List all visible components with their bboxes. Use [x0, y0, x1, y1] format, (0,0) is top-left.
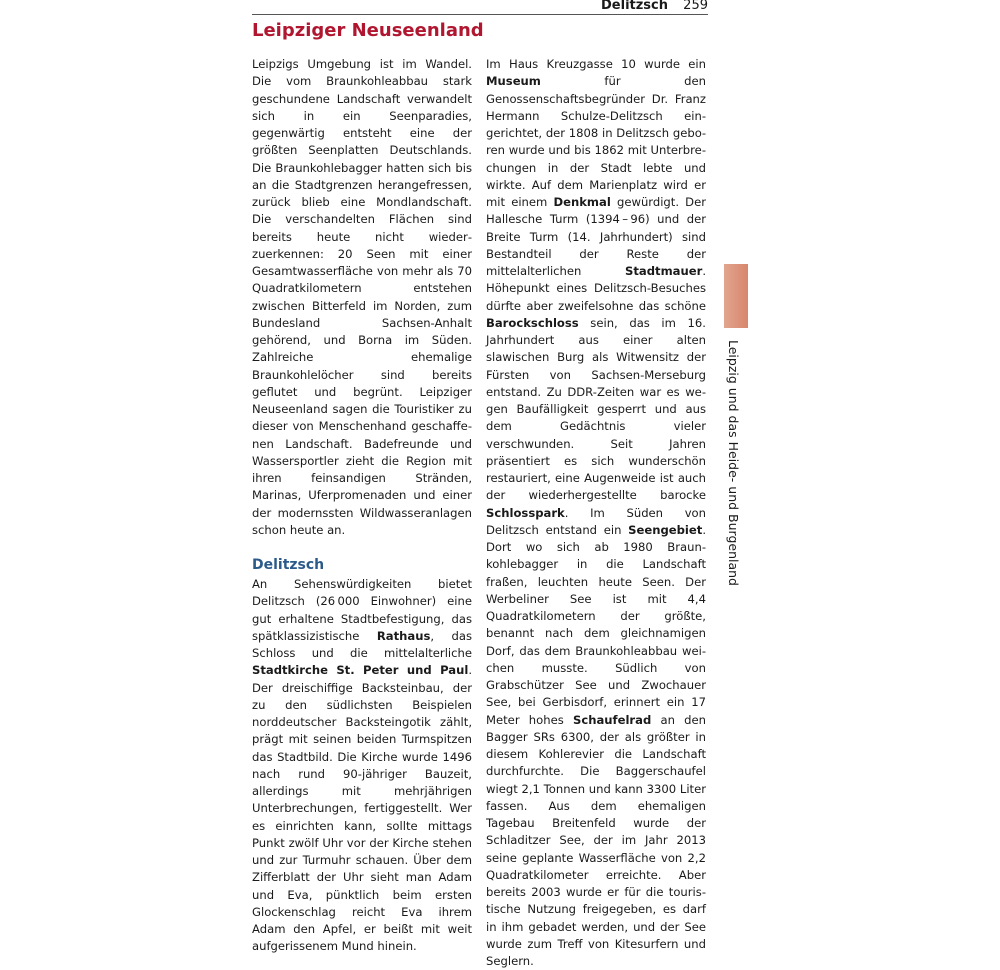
text-run: . Höhepunkt eines Delitzsch-Besuches dürfte aber zweifelsohne das schöne [486, 264, 706, 313]
highlight-stadtkirche: Stadtkirche St. Peter und Paul [252, 663, 469, 678]
highlight-seengebiet: Seengebiet [628, 522, 703, 537]
chapter-side-label-text: Leipzig und das Heide- und Burgenland [726, 340, 741, 586]
running-header [252, 0, 708, 15]
text-run: . Im Süden von Delitzsch entstand ein [486, 505, 706, 537]
running-header-title: Delitzsch [601, 0, 668, 13]
highlight-barockschloss: Barockschloss [486, 315, 579, 330]
delitzsch-paragraph [252, 576, 472, 956]
highlight-rathaus: Rathaus [376, 628, 431, 643]
subheading-delitzsch: Delitzsch [252, 557, 325, 573]
text-run: gewürdigt. Der Hallesche Turm (1394 – 96) und der Breite Turm (14. Jahrhundert) sind Bestandteil der Reste der mittelalterlichen [486, 195, 706, 278]
chapter-side-label [726, 340, 746, 586]
highlight-schlosspark: Schlosspark [486, 505, 565, 520]
intro-paragraph: Leipzigs Umgebung ist im Wandel. Die vom Braunkohleabbau stark geschundene Landschaft verwandelt sich in ein Seenparadies, gegenwärtig entsteht eine der größten Seenplatten Deutschlands. Die Braunkohlebagger hatten sich bis an die Stadtgrenzen herangefressen, zurück blieb eine Mondlandschaft. Die verschandelten Flächen sind bereits heute nicht wiederzuerkennen: 20 Seen mit einer Gesamtwasserfläche von mehr als 70 Quadratkilometern entstehen zwischen Bitterfeld im Norden, zum Bundesland Sachsen-Anhalt gehörend, und Borna im Süden. Zahlreiche ehemalige Braunkohlelöcher sind bereits geflutet und begrünt. Leipziger Neuseenland sagen die Touristiker zu dieser von Menschenhand geschaffenen Landschaft. Badefreunde und Wassersportler zieht die Region mit ihren feinsandigen Stränden, Marinas, Uferpromenaden und einer der modernssten Wildwasseranlagen schon heute an. [252, 57, 472, 537]
text-run: , das Schloss und die mittelalterliche [252, 628, 472, 660]
text-run: an den Bagger SRs 6300, der als größter in diesem Kohlerevier die Landschaft durchfurchte. Die Baggerschaufel wiegt 2,1 Tonnen und kann 3300 Liter fassen. Aus dem ehemaligen Tagebau Breitenfeld wurde der Schladitzer See, der im Jahr 2013 seine geplante Wasserfläche von 2,2 Quadratkilometer erreichte. Aber bereits 2003 wurde er für die touristische Nutzung freigegeben, es darf in ihm gebadet werden, und der See wurde zum Treff von Kitesurfern und Seglern. [486, 712, 706, 968]
text-run: . Dort wo sich ab 1980 Braunkohlebagger in die Landschaft fraßen, leuchten heute Seen. Der Werbeliner See ist mit 4,4 Quadratkilometern der größte, benannt nach dem gleichnamigen Dorf, das dem Braunkohleabbau weichen musste. Südlich von Grabschützer See und Zwochauer See, bei Gerbisdorf, erinnert ein 17 Meter hohes [486, 522, 706, 727]
chapter-thumb-tab [724, 264, 748, 328]
highlight-schaufelrad: Schaufelrad [572, 712, 652, 727]
section-title: Leipziger Neuseenland [252, 20, 484, 41]
sights-paragraph [486, 56, 706, 970]
page-number: 259 [683, 0, 708, 13]
highlight-denkmal: Denkmal [553, 195, 611, 209]
text-run: Im Haus Kreuzgasse 10 wurde ein [486, 57, 706, 71]
text-run: An Sehenswürdigkeiten bietet Delitzsch (26 000 Einwohner) eine gut erhaltene Stadtbefestigung, das spätklassizistische [252, 577, 472, 643]
text-run: . Der dreischiffige Backsteinbau, der zu den südlichsten Beispielen norddeutscher Backsteingotik zählt, prägt mit seinen beiden Turmspitzen das Stadtbild. Die Kirche wurde 1496 nach rund 90-jähriger Bauzeit, allerdings mit mehrjährigen Unterbrechungen, fertiggestellt. Wer es einrichten kann, sollte mittags Punkt zwölf Uhr vor der Kirche stehen und zur Turmuhr schauen. Über dem Zifferblatt der Uhr sieht man Adam und Eva, pünktlich beim ersten Glockenschlag reicht Eva ihrem Adam den Apfel, er beißt mit weit aufgerissenem Mund hinein. [252, 663, 472, 954]
text-run: sein, das im 16. Jahrhundert aus einer alten slawischen Burg als Witwensitz der Fürsten von Sachsen-Merseburg entstand. Zu DDR-Zeiten war es wegen Baufälligkeit gesperrt und aus dem Gedächtnis vieler verschwunden. Seit Jahren präsentiert es sich wunderschön restauriert, eine Augenweide ist auch der wiederhergestellte barocke [486, 315, 706, 503]
left-column [252, 56, 472, 956]
right-column [486, 56, 706, 970]
text-run: für den Genossenschaftsbegründer Dr. Franz Hermann Schulze-Delitzsch eingerichtet, der 1808 in Delitzsch geboren wurde und bis 1862 mit Unterbrechungen in der Stadt lebte und wirkte. Auf dem Marienplatz wird er mit einem [486, 74, 706, 209]
highlight-stadtmauer: Stadtmauer [625, 264, 703, 278]
highlight-museum: Museum [486, 74, 541, 89]
